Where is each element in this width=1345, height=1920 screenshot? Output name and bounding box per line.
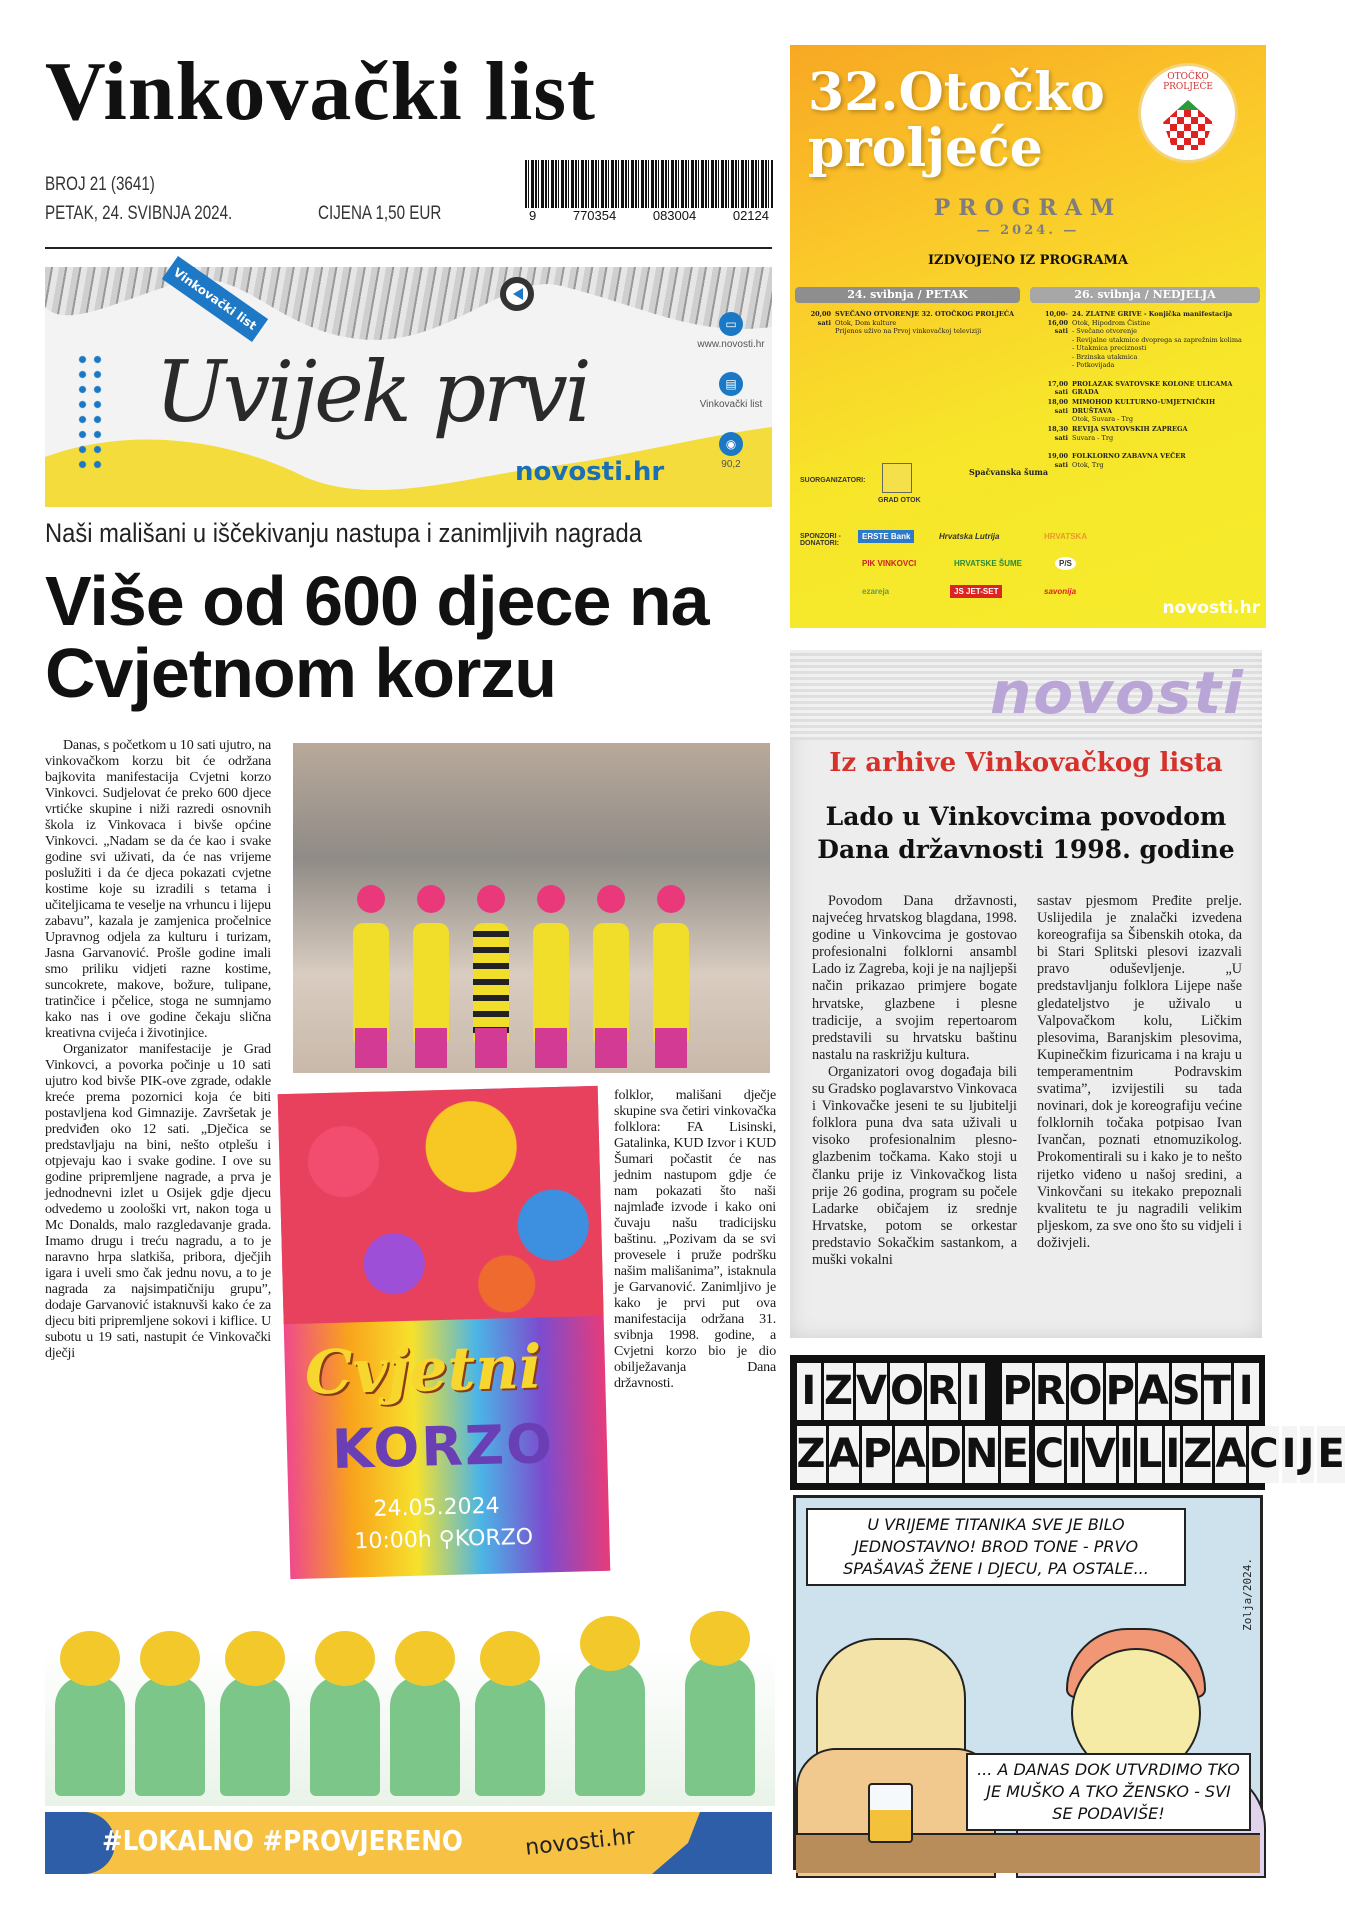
speech-bubble: U VRIJEME TITANIKA SVE JE BILO JEDNOSTAVNO! BROD TONE - PRVO SPAŠAVAŠ ŽENE I DJECU, PA OSTALE... <box>806 1508 1186 1586</box>
comic-title-letter: P <box>862 1426 891 1483</box>
event-title: SVEČANO OTVORENJE 32. OTOČKOG PROLJEĆA <box>835 310 1015 318</box>
comic-title-letter: I <box>1119 1426 1134 1483</box>
sponsor: HRVATSKA <box>1044 532 1088 541</box>
sponsor: HRVATSKE ŠUME <box>954 559 1023 568</box>
barcode-digit: 770354 <box>572 208 617 223</box>
comic-signature: Zolja/2024. <box>1241 1558 1254 1631</box>
play-icon <box>500 277 534 311</box>
paragraph: Organizatori ovog događaja bili su Gradsko poglavarstvo Vinkovaca i Vinkovačke jeseni te su ljubitelji folklora puna dva sata uživali u visoko profesionalnim plesno-glazbenim točkama. Kako stoji u članku prije iz Vinkovačkog lista prije 26 godina, program su počele Ladarke običajem iz srednje Hrvatske, potom se orkestar predstavio Sokačkim sastankom, a muški vokalni <box>812 1063 1017 1268</box>
day-header: 24. svibnja / PETAK <box>795 287 1020 303</box>
comic-title-letter: A <box>829 1426 860 1483</box>
event-title: PROLAZAK SVATOVSKE KOLONE ULICAMA GRADA <box>1072 379 1233 396</box>
comic-title-letter: A <box>1215 1426 1246 1483</box>
event-detail: Otok, Suvara - Trg <box>1072 415 1134 423</box>
archive-section-title: Iz arhive Vinkovačkog lista <box>829 748 1223 778</box>
event-title: 24. ZLATNE GRIVE - Konjička manifestacija <box>1072 310 1233 318</box>
barcode-digit: 083004 <box>652 208 697 223</box>
comic-title-letter: R <box>1035 1363 1066 1420</box>
event-time: 20,00 sati <box>810 310 831 327</box>
paragraph: folklor, mališani dječje skupine sva četiri vinkovačka folklora: FA Lisinski, Gatalinka, KUD Izvor i KUD Šumari počastit će nas jednim nastupom gdje će nam pokazati što naši najmlađe izvode i kako oni čuvaju našu tradicijsku baštinu. „Pozivam da se svi provesele i pruže podršku našim mališanima”, istaknula je Garvanović. Zanimljivo je kako je prvi put ova manifestacija održana 31. svibnja 1998. godine, a Cvjetni korzo bio je dio obilježavanja Dana državnosti. <box>614 1088 776 1391</box>
poster-script-title: Cvjetni <box>304 1332 543 1409</box>
novosti-advertisement[interactable] <box>45 267 772 507</box>
grad-otok-crest <box>882 463 912 493</box>
ad-website: ▭ www.novosti.hr <box>696 312 766 350</box>
radio-antenna-icon: ◉ <box>719 432 743 456</box>
comic-title-letter: P <box>1106 1363 1135 1420</box>
monitor-icon: ▭ <box>719 312 743 336</box>
event-detail: - Revijalne utakmice dvoprega sa zaprežnim kolima <box>1072 335 1242 344</box>
highlight-label: IZDVOJENO IZ PROGRAMA <box>927 253 1129 268</box>
poster-block-title: KORZO <box>331 1412 555 1481</box>
sponsor: PIK VINKOVCI <box>862 559 917 568</box>
event-title: FOLKLORNO ZABAVNA VEČER <box>1072 452 1186 460</box>
comic-title-letter: I <box>1165 1426 1180 1483</box>
sponsor: savonija <box>1044 587 1077 596</box>
children-parade-photo <box>293 743 770 1073</box>
event-detail: Otok, Dom kulture <box>835 318 897 327</box>
lokalno-provjereno-banner[interactable] <box>45 1812 772 1874</box>
cvjetni-korzo-poster <box>278 1086 611 1579</box>
program-year: — 2024. — <box>976 223 1080 238</box>
sponsor: JS JET-SET <box>950 585 1002 598</box>
comic-title-letter: R <box>927 1363 958 1420</box>
article-column-1 <box>45 738 271 1362</box>
poster-time-location: 10:00h ⚲KORZO <box>354 1524 534 1555</box>
program-event <box>1047 398 1257 424</box>
event-detail: Otok, Trg <box>1072 460 1104 469</box>
program-event <box>1044 310 1257 370</box>
speech-bubble: ... A DANAS DOK UTVRDIMO TKO JE MUŠKO A TKO ŽENSKO - SVI SE PODAVIŠE! <box>966 1753 1251 1831</box>
program-event <box>1047 379 1257 397</box>
coorganizer: GRAD OTOK <box>878 497 921 504</box>
event-detail: - Potkovijada <box>1072 361 1115 369</box>
banner-tagline: #LOKALNO #PROVJERENO <box>102 1824 463 1857</box>
otocko-proljece-logo: OTOČKO PROLJEĆE <box>1138 63 1238 163</box>
comic-title-letter: A <box>895 1426 926 1483</box>
archive-paper-logo: novosti <box>990 659 1245 727</box>
comic-title-letter: I <box>797 1363 822 1420</box>
comic-title-letter: I <box>1282 1426 1297 1483</box>
banner-brand: novosti.hr <box>523 1824 637 1861</box>
children-sunflower-costumes-photo <box>45 1610 775 1806</box>
sponsor: P/S <box>1055 557 1076 570</box>
event-detail: - Utakmica preciznosti <box>1072 344 1147 352</box>
event-time: 19,00 sati <box>1047 452 1068 469</box>
comic-title <box>790 1355 1345 1490</box>
event-detail: Prijenos uživo na Prvoj vinkovačkoj televiziji <box>835 327 982 335</box>
comic-title-letter: C <box>1035 1426 1064 1483</box>
comic-title-letter: I <box>961 1363 986 1420</box>
event-title: MIMOHOD KULTURNO-UMJETNIČKIH DRUŠTAVA <box>1072 398 1216 415</box>
comic-title-letter: A <box>1138 1363 1169 1420</box>
comic-title-letter: P <box>1002 1363 1031 1420</box>
event-detail: Otok, Hipodrom Čistine <box>1072 318 1151 327</box>
event-time: 10,00-16,00 sati <box>1044 310 1068 335</box>
coorganizers-label: SUORGANIZATORI: <box>800 477 866 484</box>
ad-paper: ▤ Vinkovački list <box>696 372 766 410</box>
paper-label: Vinkovački list <box>162 256 268 342</box>
comic-title-letter: Z <box>797 1426 826 1483</box>
barcode-digit: 02124 <box>732 208 769 223</box>
comic-title-letter: I <box>1067 1426 1082 1483</box>
program-label: PROGRAM <box>933 195 1123 221</box>
sponsor: ezareja <box>862 587 890 596</box>
issue-price: CIJENA 1,50 EUR <box>318 203 442 224</box>
comic-title-letter: T <box>1204 1363 1231 1420</box>
comic-title-letter: C <box>1249 1426 1278 1483</box>
sponsor: Hrvatska Lutrija <box>939 532 1000 541</box>
comic-title-letter: I <box>1234 1363 1259 1420</box>
event-detail: - Svečano otvorenje <box>1072 327 1138 335</box>
ad-radio: ◉ 90,2 <box>696 432 766 470</box>
comic-title-letter: N <box>965 1426 998 1483</box>
comic-title-letter: O <box>1069 1363 1103 1420</box>
poster-brand: novosti.hr <box>1162 598 1260 618</box>
dots-decoration <box>75 352 105 472</box>
comic-title-letter <box>988 1363 999 1420</box>
article-headline: Više od 600 djece na Cvjetnom korzu <box>45 562 709 712</box>
comic-title-letter: V <box>856 1363 887 1420</box>
event-title: REVIJA SVATOVSKIH ZAPREGA <box>1072 425 1188 433</box>
sponsors-label: SPONZORI - DONATORI: <box>800 533 841 547</box>
event-detail: - Brzinska utakmica <box>1072 352 1138 361</box>
event-time: 17,00 sati <box>1047 379 1068 396</box>
article-kicker: Naši mališani u iščekivanju nastupa i zanimljivih nagrada <box>45 518 642 548</box>
ad-brand: novosti.hr <box>515 457 665 487</box>
comic-title-letter: E <box>1001 1426 1028 1483</box>
paragraph: Organizator manifestacije je Grad Vinkovci, a povorka počinje u 10 sati ujutro kod bivše PIK-ove zgrade, odakle kreće prema pozornici koja će biti postavljena kod Gimnazije. Završetak je predviđen oko 12 sati. „Dječica se predstavljaju na bini, nešto otplešu i otpjevaju kao i svake godine. I ove su godine pripremljene nagrade, a prva je jednodnevni izlet u Osijek gdje djecu odvedemo u zoološki vrt, nakon toga u Mc Donalds, malo razgledavanje grada. Imamo drugu i treću nagradu, a to je naravno hrpa slatkiša, pribora, dječjih igara i uveli smo čak jednu novu, a to je nagrada za najsimpatičniju grupu”, dodaje Garvanović istaknuvši kako će za djecu biti pripremljene sokovi i kiflice. U subotu u 19 sati, nastupit će Vinkovački dječji <box>45 1042 271 1361</box>
coorganizer: Spačvanska šuma <box>969 467 1049 477</box>
event-detail: Suvara - Trg <box>1072 433 1114 442</box>
paragraph: Danas, s početkom u 10 sati ujutro, na vinkovačkom korzu bit će održana bajkovita manifestacija Cvjetni korzo Vinkovci. Sudjelovat će preko 600 djece vrtićke skupine i niži razredi osnovnih škola iz Vinkovaca i bivše općine Vinkovci. „Nadam se da će kao i svake godine svi uživati, da će nas vrijeme poslužiti i da će djeca pokazati cvjetne kostime koje su izradili s tetama i učiteljicama te veselje na vrhuncu i lijepu zabavu”, kazala je zamjenica pročelnice Upravnog odjela za kulturu i turizam, Jasna Garvanović. Prošle godine imali smo priliku vidjeti razne kostime, suncokrete, makove, božure, tulipane, tratinčice i pčelice, stoga ne sumnjamo kako nas i ove godine čekaju slična kreativna cvijeća i životinjice. <box>45 738 271 1041</box>
comic-panel <box>793 1495 1263 1870</box>
event-time: 18,30 sati <box>1047 425 1068 442</box>
event-time: 18,00 sati <box>1047 398 1068 415</box>
issue-number: BROJ 21 (3641) <box>45 174 155 195</box>
masthead-title: Vinkovački list <box>45 45 596 138</box>
comic-title-letter: S <box>1172 1363 1201 1420</box>
article-column-3 <box>614 1088 776 1392</box>
barcode-digit: 9 <box>529 208 537 223</box>
paragraph: Povodom Dana državnosti, najvećeg hrvatskog blagdana, 1998. godine u Vinkovcima je gostovao profesionalni folklorni ansambl Lado iz Zagreba, koji je na najljepši način prikazao primjere bogate hrvatske, glazbene i plesne tradicije, a svojim repertoarom predstavili su hrvatsku baštinu nastalu na raskrižju kultura. <box>812 893 1017 1063</box>
sponsor: ERSTE Bank <box>858 530 914 543</box>
poster-date: 24.05.2024 <box>373 1493 500 1522</box>
comic-title-letter: V <box>1085 1426 1116 1483</box>
comic-title-letter: L <box>1137 1426 1163 1483</box>
beer-mug <box>868 1783 913 1843</box>
program-event <box>1047 425 1257 442</box>
paragraph: sastav pjesmom Pređite prelje. Uslijedila je znalački izvedena koreografija sa Šibenskih otoka, da bi Stari Splitski plesovi izazvali pravo oduševljenje. „U predstavljanju folklora Lijepe naše gledateljstvo je uživalo u Valpovačkom kolu, Ličkim plesovima, Baranjskim plesovima, Kupinečkim fizuricama i na kraju u temperamentnim Podravskim svatima”, izvijestili su tada novinari, dok je koreografiju većine folklornih točaka potpisao Ivan Ivančan, poznati etnomuzikolog. Prokomentirali su i kako je to nešto rijetko viđeno u našoj sredini, a Vinkovčani su itekako prepoznali kvalitetu te ju nagradili velikim pljeskom, za sve ono što su vidjeli i doživjeli. <box>1037 893 1242 1251</box>
program-event <box>1047 452 1257 469</box>
program-event <box>810 310 1015 336</box>
location-pin-icon: ⚲ <box>438 1526 456 1553</box>
comic-title-letter: D <box>929 1426 962 1483</box>
comic-title-letter: E <box>1317 1426 1344 1483</box>
archive-section <box>790 650 1262 1338</box>
newspaper-icon: ▤ <box>719 372 743 396</box>
archive-column-1 <box>812 893 1017 1269</box>
comic-title-letter: J <box>1300 1426 1315 1483</box>
comic-title-letter: O <box>890 1363 924 1420</box>
otocko-proljece-program <box>790 45 1266 628</box>
comic-title-letter: Z <box>824 1363 853 1420</box>
archive-column-2 <box>1037 893 1242 1252</box>
header-divider <box>45 247 772 249</box>
day-header: 26. svibnja / NEDJELJA <box>1030 287 1260 303</box>
archive-headline: Lado u Vinkovcima povodom Dana državnosti 1998. godine <box>817 802 1235 864</box>
issue-date: PETAK, 24. SVIBNJA 2024. <box>45 203 233 224</box>
ad-slogan: Uvijek prvi <box>155 343 589 441</box>
poster-title: 32.Otočko proljeće <box>808 62 1105 179</box>
comic-title-letter: Z <box>1183 1426 1212 1483</box>
barcode <box>525 160 773 225</box>
